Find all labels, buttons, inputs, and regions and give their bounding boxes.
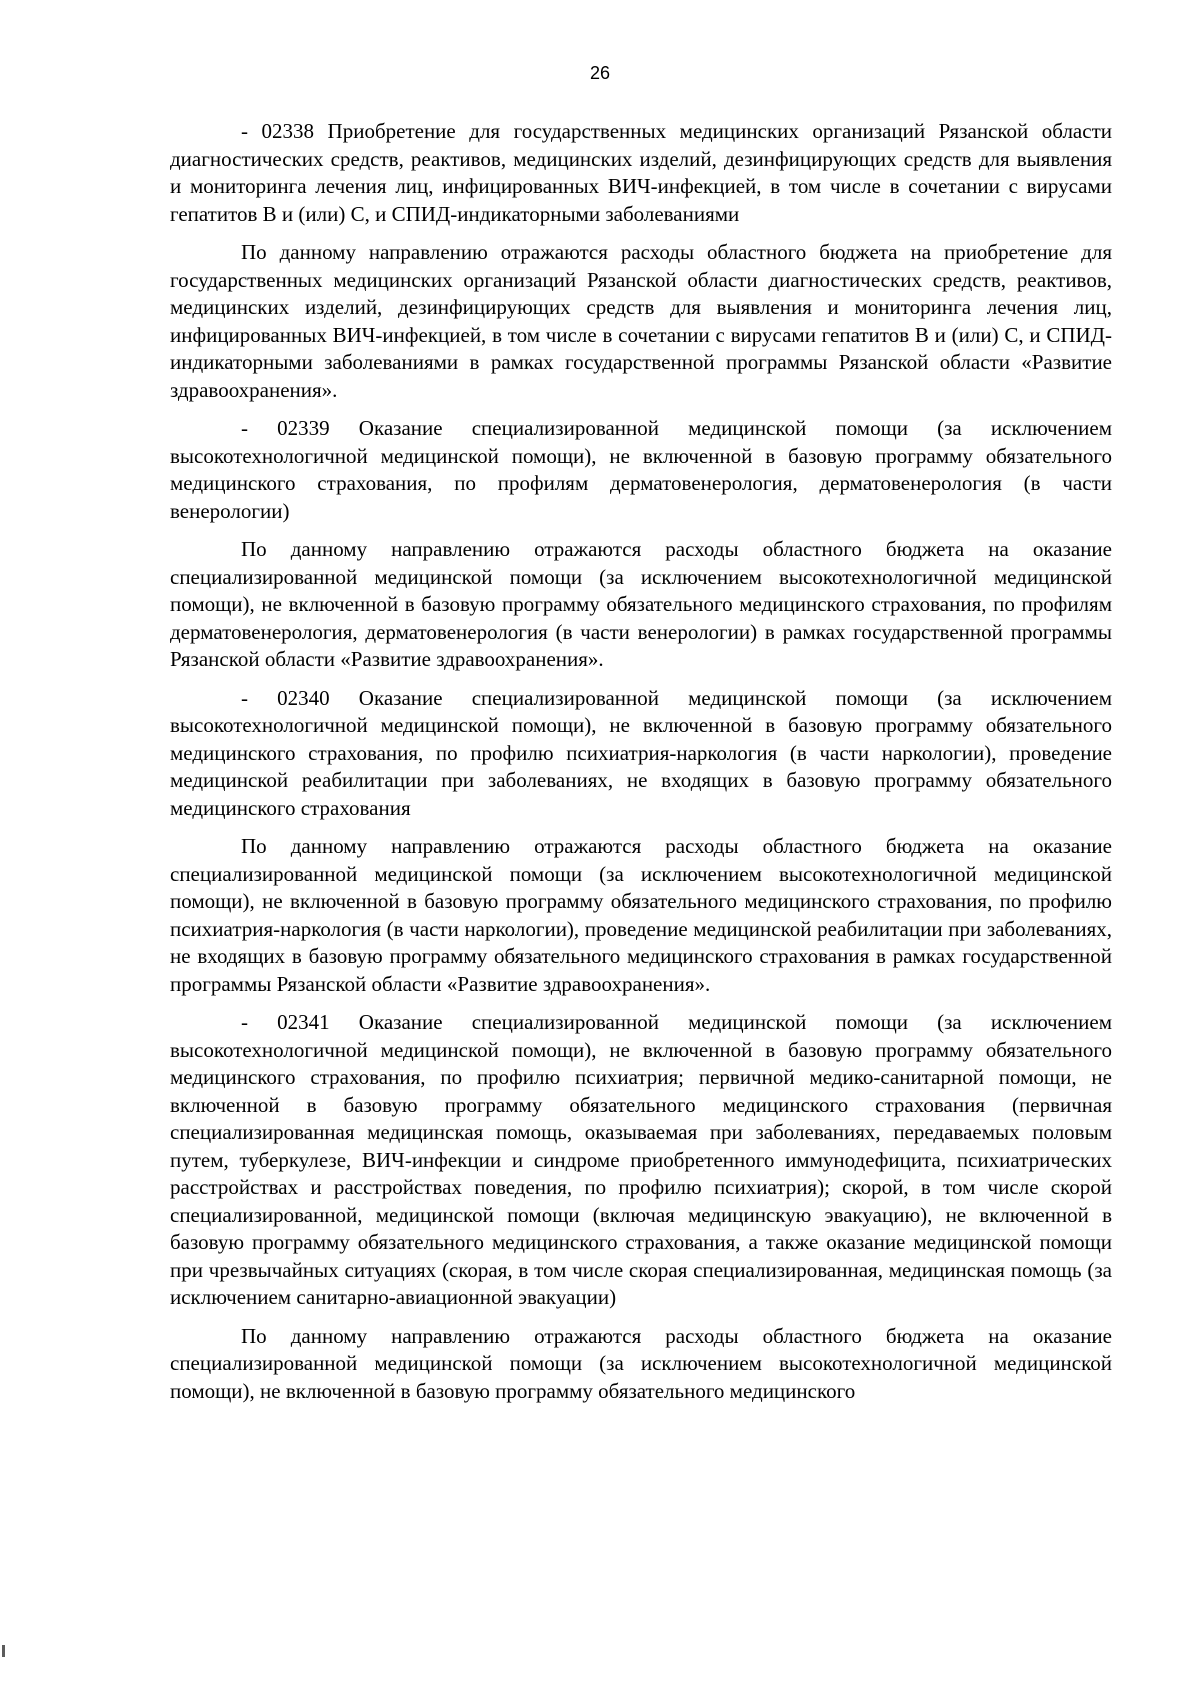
budget-code-02338-heading: - 02338 Приобретение для государственных медицинских организаций Рязанской области диагностических средств, реактивов, медицинских изделий, дезинфицирующих средств для выявления и мониторинга лечения лиц, инфицированных ВИЧ-инфекцией, в том числе в сочетании с вирусами гепатитов В и (или) С, и СПИД-индикаторными заболеваниями	[170, 119, 1112, 226]
budget-code-02340-description: По данному направлению отражаются расходы областного бюджета на оказание специализированной медицинской помощи (за исключением высокотехнологичной медицинской помощи), не включенной в базовую программу обязательного медицинского страхования, по профилю психиатрия-наркология (в части наркологии), проведение медицинской реабилитации при заболеваниях, не входящих в базовую программу обязательного медицинского страхования в рамках государственной программы Рязанской области «Развитие здравоохранения».	[170, 834, 1112, 996]
budget-code-02341-heading: - 02341 Оказание специализированной медицинской помощи (за исключением высокотехнологичной медицинской помощи), не включенной в базовую программу обязательного медицинского страхования, по профилю психиатрия; первичной медико-санитарной помощи, не включенной в базовую программу обязательного медицинского страхования (первичная специализированная медицинская помощь, оказываемая при заболеваниях, передаваемых половым путем, туберкулезе, ВИЧ-инфекции и синдроме приобретенного иммунодефицита, психиатрических расстройствах и расстройствах поведения, по профилю психиатрия); скорой, в том числе скорой специализированной, медицинской помощи (включая медицинскую эвакуацию), не включенной в базовую программу обязательного медицинского страхования, а также оказание медицинской помощи при чрезвычайных ситуациях (скорая, в том числе скорая специализированная, медицинская помощь (за исключением санитарно-авиационной эвакуации)	[170, 1010, 1112, 1309]
budget-code-02339-description: По данному направлению отражаются расходы областного бюджета на оказание специализированной медицинской помощи (за исключением высокотехнологичной медицинской помощи), не включенной в базовую программу обязательного медицинского страхования, по профилям дерматовенерология, дерматовенерология (в части венерологии) в рамках государственной программы Рязанской области «Развитие здравоохранения».	[170, 537, 1112, 671]
page-number: 26	[589, 63, 611, 83]
budget-code-02338-description: По данному направлению отражаются расходы областного бюджета на приобретение для государственных медицинских организаций Рязанской области диагностических средств, реактивов, медицинских изделий, дезинфицирующих средств для выявления и мониторинга лечения лиц, инфицированных ВИЧ-инфекцией, в том числе в сочетании с вирусами гепатитов В и (или) С, и СПИД-индикаторными заболеваниями в рамках государственной программы Рязанской области «Развитие здравоохранения».	[170, 240, 1112, 402]
document-body	[170, 118, 1112, 1416]
budget-code-02341-description: По данному направлению отражаются расходы областного бюджета на оказание специализированной медицинской помощи (за исключением высокотехнологичной медицинской помощи), не включенной в базовую программу обязательного медицинского	[170, 1323, 1112, 1403]
budget-code-02339-heading: - 02339 Оказание специализированной медицинской помощи (за исключением высокотехнологичной медицинской помощи), не включенной в базовую программу обязательного медицинского страхования, по профилям дерматовенерология, дерматовенерология (в части венерологии)	[170, 416, 1112, 523]
scan-edge-mark	[2, 1645, 5, 1657]
budget-code-02340-heading: - 02340 Оказание специализированной медицинской помощи (за исключением высокотехнологичной медицинской помощи), не включенной в базовую программу обязательного медицинского страхования, по профилю психиатрия-наркология (в части наркологии), проведение медицинской реабилитации при заболеваниях, не входящих в базовую программу обязательного медицинского страхования	[170, 685, 1112, 820]
